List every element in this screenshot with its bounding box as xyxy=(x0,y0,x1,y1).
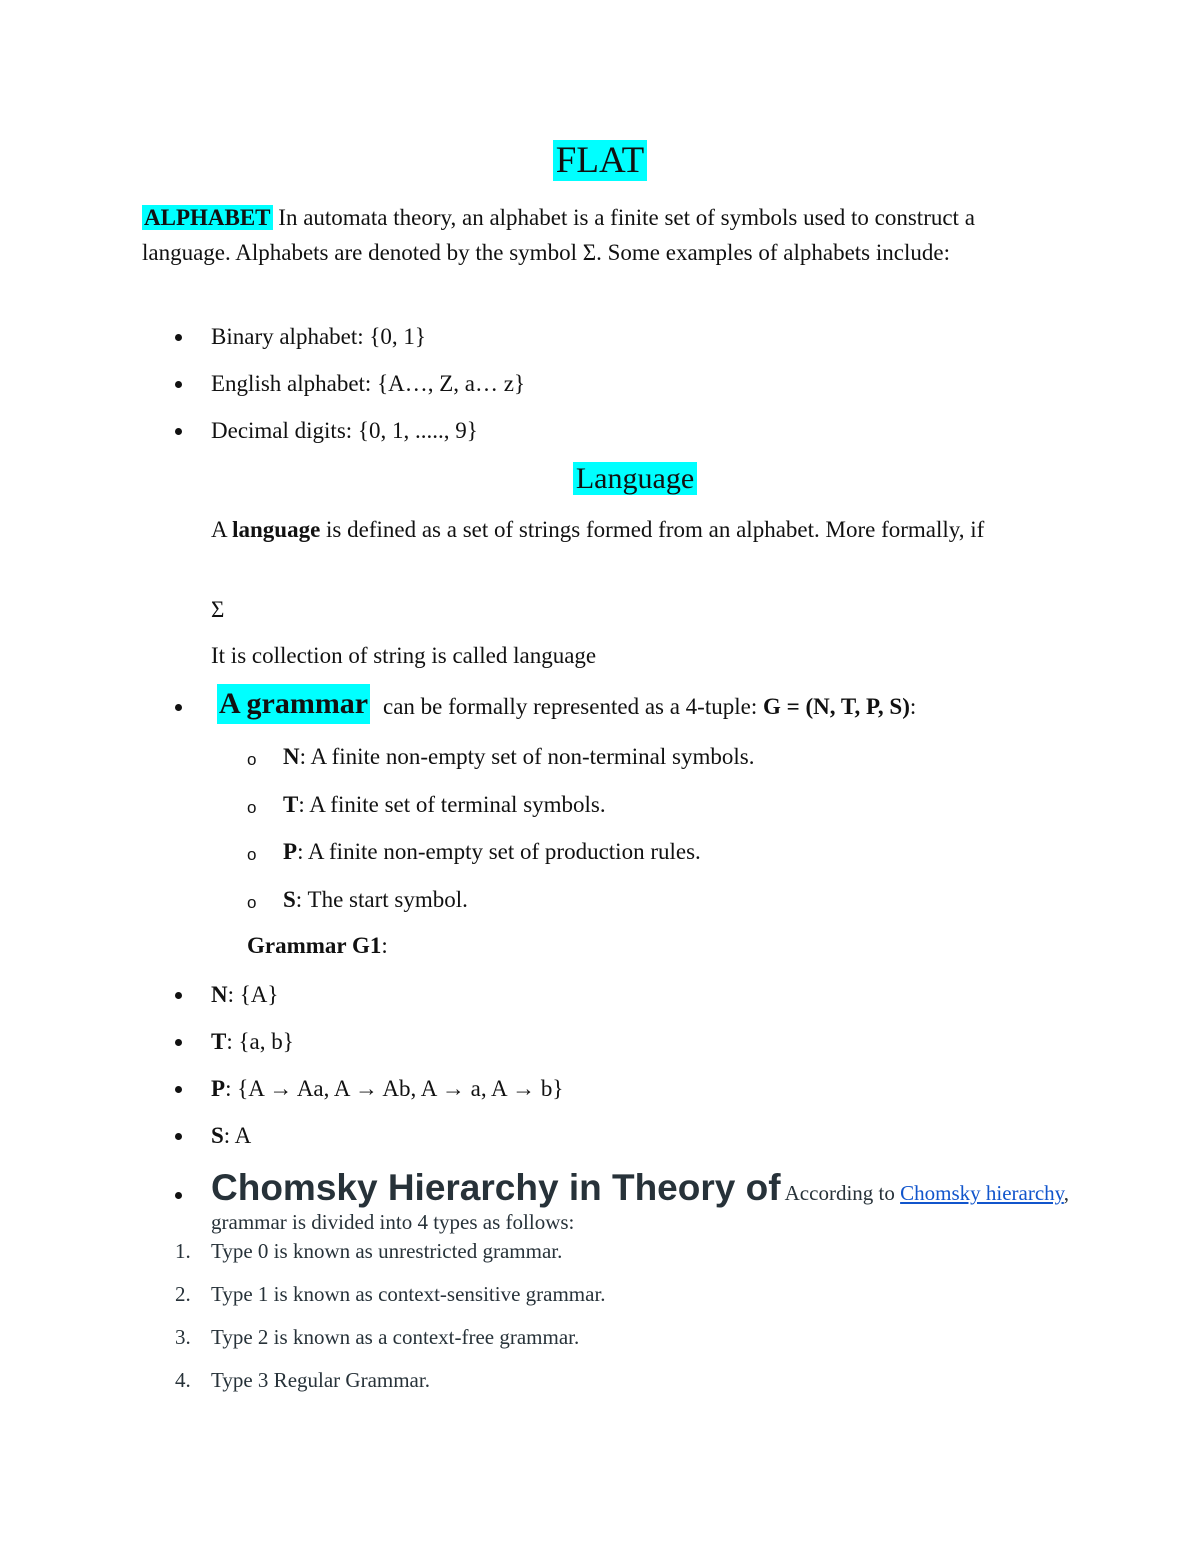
example-title-colon: : xyxy=(381,933,388,958)
component-key: P xyxy=(283,839,298,864)
list-item-text: English alphabet: {A…, Z, a… z} xyxy=(211,371,525,396)
circle-bullet-icon: o xyxy=(247,892,257,912)
grammar-tuple: G = (N, T, P, S) xyxy=(762,694,910,719)
component-key: N xyxy=(283,744,300,769)
component-text: : A finite non-empty set of non-terminal symbols. xyxy=(299,744,755,769)
example-text: : {A} xyxy=(227,982,279,1007)
sigma-symbol: Σ xyxy=(211,597,225,622)
list-item xyxy=(0,322,525,369)
alphabet-text: In automata theory, an alphabet is a finite set of symbols used to construct a language. Alphabets are denoted by the symbol Σ. Some examples of alphabets include: xyxy=(142,205,975,265)
component-key: T xyxy=(283,791,299,817)
list-item xyxy=(0,1027,563,1074)
grammar-example-title xyxy=(247,930,388,961)
language-heading xyxy=(0,458,1200,500)
component-text: : A finite set of terminal symbols. xyxy=(298,791,606,817)
example-title-text: Grammar G1 xyxy=(247,933,382,958)
example-key: N xyxy=(211,982,228,1007)
grammar-definition-text xyxy=(383,692,916,722)
list-number: 2. xyxy=(175,1282,191,1306)
list-item-text: Decimal digits: {0, 1, ....., 9} xyxy=(211,418,478,443)
example-text: : A xyxy=(223,1123,252,1148)
language-heading-highlight: Language xyxy=(573,462,697,495)
example-text: : {A → Aa, A → Ab, A → a, A → b} xyxy=(225,1076,564,1101)
bullet-icon xyxy=(175,1039,182,1046)
grammar-components-list xyxy=(0,742,754,932)
list-item xyxy=(0,1322,606,1365)
chomsky-text xyxy=(211,1166,1071,1235)
example-text: : {a, b} xyxy=(226,1029,294,1054)
list-item xyxy=(0,1365,606,1408)
list-item-text: Type 3 Regular Grammar. xyxy=(211,1368,430,1392)
example-key: P xyxy=(211,1076,226,1101)
list-item xyxy=(0,790,754,838)
grammar-rest-prefix: can be formally represented as a 4-tuple: xyxy=(383,694,763,719)
circle-bullet-icon: o xyxy=(247,750,257,769)
grammar-rest-suffix: : xyxy=(909,694,917,719)
list-item-text: Type 0 is known as unrestricted grammar. xyxy=(211,1239,563,1263)
component-text: : A finite non-empty set of production rules. xyxy=(297,839,701,864)
alphabet-term: ALPHABET xyxy=(144,205,271,230)
example-key: T xyxy=(211,1029,227,1054)
alphabet-paragraph xyxy=(142,200,1062,270)
grammar-definition xyxy=(0,684,1200,728)
bullet-icon xyxy=(175,381,182,388)
bullet-icon xyxy=(175,1192,182,1199)
language-definition xyxy=(211,514,1031,545)
list-item-text: Type 2 is known as a context-free grammar. xyxy=(211,1325,580,1349)
bullet-icon xyxy=(175,1133,182,1140)
language-term: language xyxy=(232,517,321,542)
list-item xyxy=(0,1236,606,1279)
bullet-icon xyxy=(175,428,182,435)
list-item-text: Type 1 is known as context-sensitive grammar. xyxy=(211,1282,606,1306)
chomsky-hierarchy-link[interactable]: Chomsky hierarchy xyxy=(900,1181,1064,1205)
def-rest: is defined as a set of strings formed from an alphabet. More formally, if xyxy=(320,517,985,542)
chomsky-intro-prefix: According to xyxy=(780,1181,901,1205)
list-item xyxy=(0,1074,563,1121)
alphabet-examples-list xyxy=(0,322,525,463)
bullet-icon xyxy=(175,992,182,999)
list-number: 3. xyxy=(175,1325,191,1349)
list-number: 4. xyxy=(175,1368,191,1392)
page-title xyxy=(0,138,1200,184)
def-prefix: A xyxy=(211,517,233,542)
list-item-text: Binary alphabet: {0, 1} xyxy=(211,324,426,349)
title-highlight: FLAT xyxy=(553,140,647,181)
language-note: It is collection of string is called language xyxy=(211,643,597,668)
list-item xyxy=(0,369,525,416)
list-item xyxy=(0,885,754,933)
bullet-icon xyxy=(175,334,182,341)
chomsky-heading: Chomsky Hierarchy in Theory of xyxy=(211,1167,781,1208)
example-key: S xyxy=(211,1123,224,1148)
list-item xyxy=(0,742,754,790)
grammar-term: A grammar xyxy=(217,684,370,724)
bullet-icon xyxy=(175,704,182,711)
list-item xyxy=(0,1279,606,1322)
list-item xyxy=(0,1121,563,1168)
circle-bullet-icon: o xyxy=(247,845,257,864)
grammar-types-list xyxy=(0,1236,606,1408)
list-number: 1. xyxy=(175,1239,191,1263)
bullet-icon xyxy=(175,1086,182,1093)
chomsky-intro-suffix: , grammar is divided into 4 types as follows: xyxy=(211,1181,1070,1234)
circle-bullet-icon: o xyxy=(247,797,257,817)
list-item xyxy=(0,980,563,1027)
list-item xyxy=(0,416,525,463)
component-key: S xyxy=(283,886,296,912)
component-text: : The start symbol. xyxy=(295,886,468,912)
grammar-example-list xyxy=(0,980,563,1168)
list-item xyxy=(0,837,754,885)
